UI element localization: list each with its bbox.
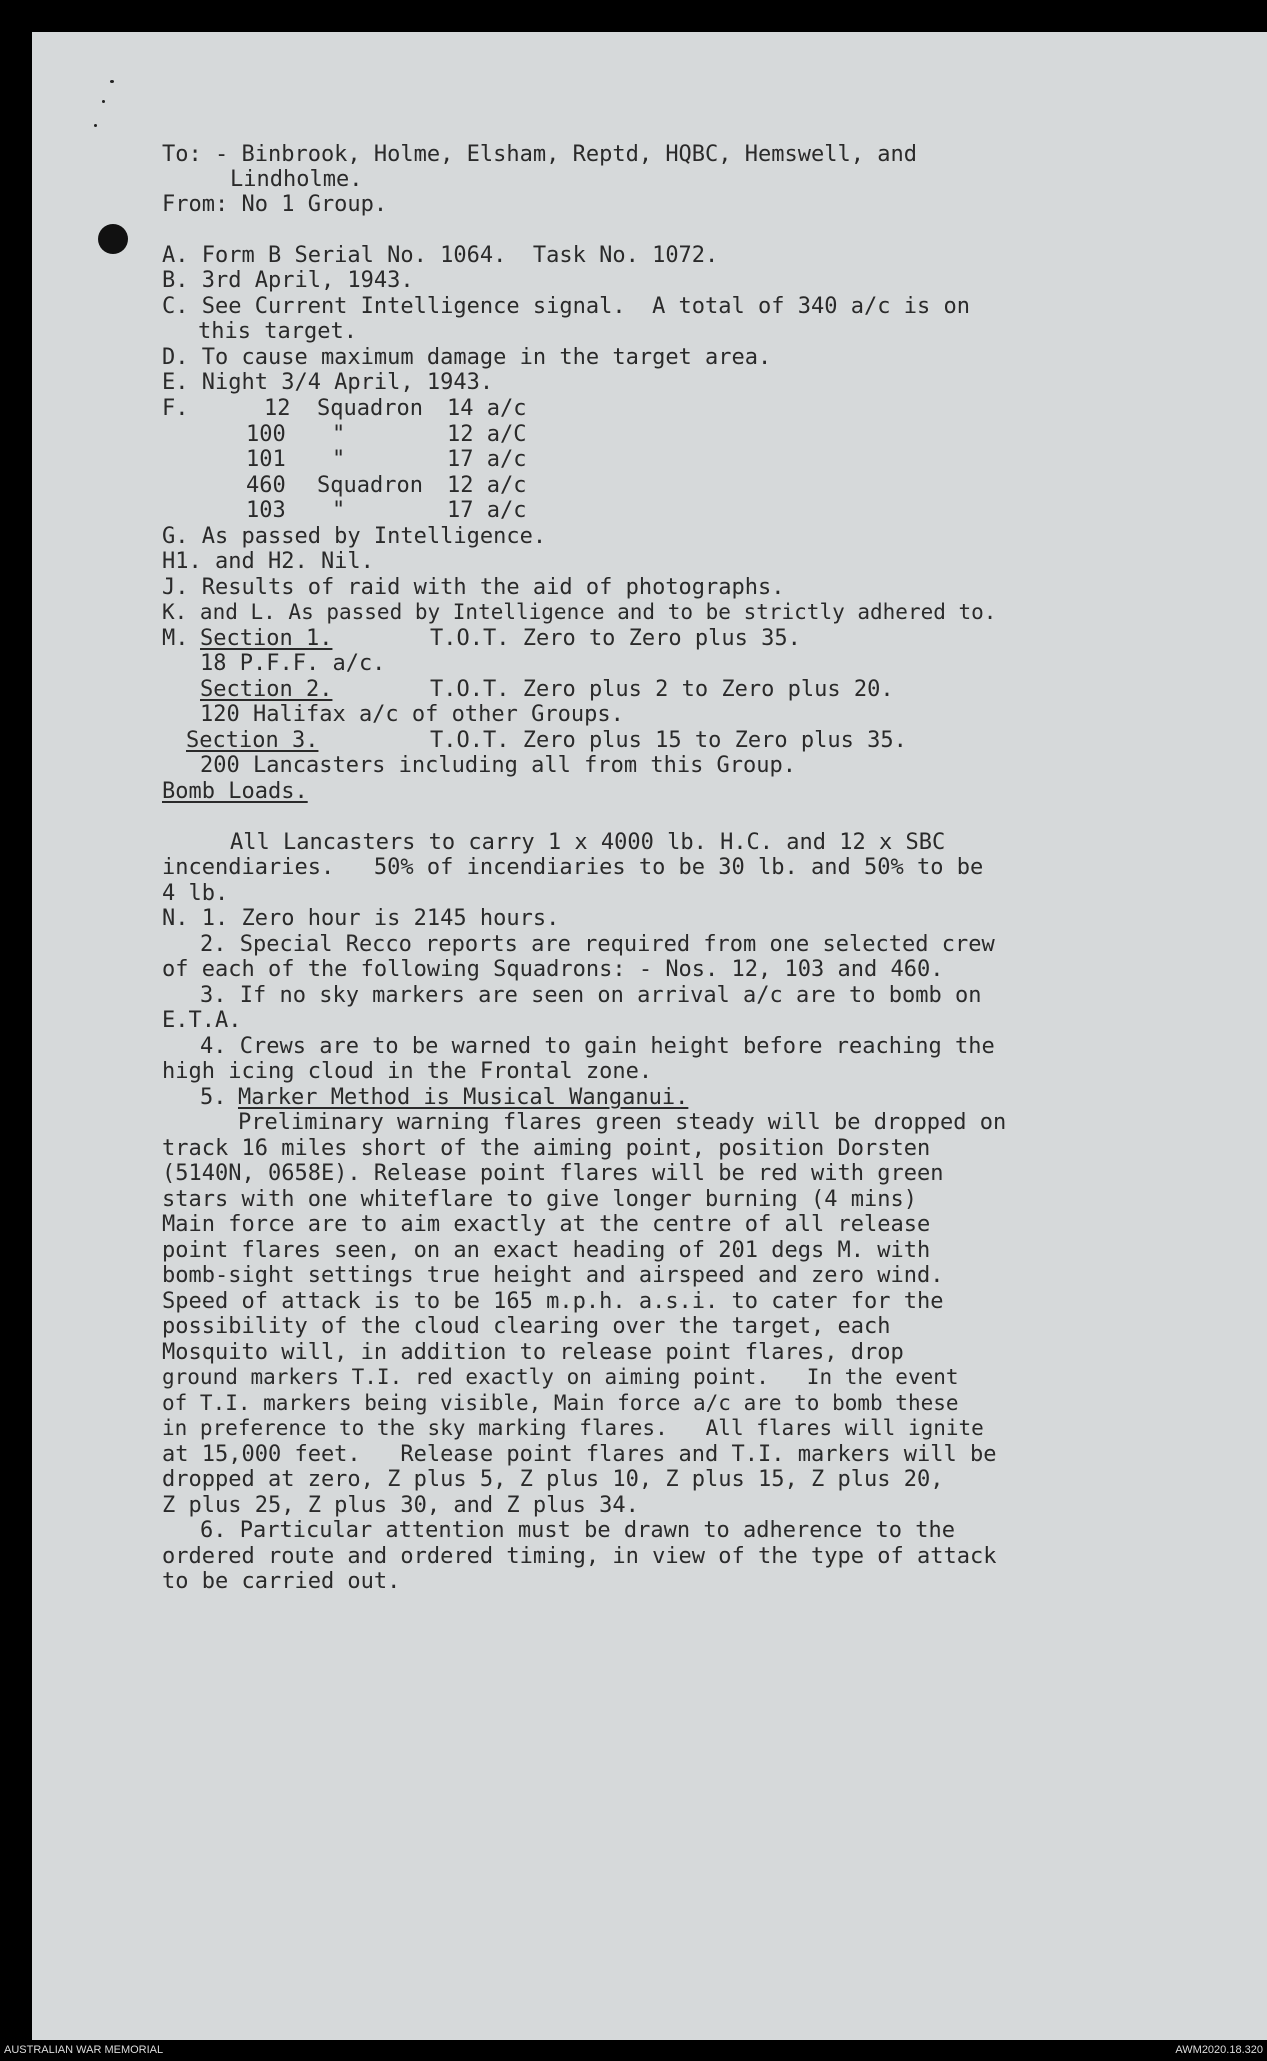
item-m-label: M. (162, 626, 189, 651)
paragraph-line: N. 1. Zero hour is 2145 hours. (162, 906, 560, 931)
squadron-count: 14 a/c (447, 396, 527, 421)
paragraph-line: at 15,000 feet. Release point flares and T.I. markers will be (162, 1442, 997, 1467)
squadron-unit: 100 (246, 422, 286, 447)
squadron-count: 17 a/c (447, 447, 527, 472)
paragraph-line: bomb-sight settings true height and airspeed and zero wind. (162, 1263, 944, 1288)
section-heading: Section 2. (200, 677, 333, 702)
paragraph-line: stars with one whiteflare to give longer burning (4 mins) (162, 1187, 917, 1212)
paragraph-line: Speed of attack is to be 165 m.p.h. a.s.i. to cater for the (162, 1289, 944, 1314)
to-line-cont: Lindholme. (230, 167, 363, 192)
paragraph-line: high icing cloud in the Frontal zone. (162, 1059, 653, 1084)
to-line: To: - Binbrook, Holme, Elsham, Reptd, HQBC, Hemswell, and (162, 142, 917, 167)
marker-method-heading: Marker Method is Musical Wanganui. (238, 1085, 689, 1110)
paragraph-line: to be carried out. (162, 1569, 401, 1594)
footer-source: AUSTRALIAN WAR MEMORIAL (4, 2044, 164, 2056)
section-aircraft: 18 P.F.F. a/c. (200, 651, 386, 676)
paragraph-line: 5. (200, 1085, 227, 1110)
item-g: G. As passed by Intelligence. (162, 524, 547, 549)
item-d: D. To cause maximum damage in the target area. (162, 345, 772, 370)
typed-text (32, 32, 1267, 2040)
item-f-label: F. (162, 396, 189, 421)
paragraph-line: of T.I. markers being visible, Main force a/c are to bomb these (162, 1391, 959, 1415)
item-b: B. 3rd April, 1943. (162, 268, 414, 293)
paragraph-line: E.T.A. (162, 1008, 242, 1033)
squadron-type: " (332, 422, 346, 447)
paragraph-line: Main force are to aim exactly at the centre of all release (162, 1212, 931, 1237)
paragraph-line: ground markers T.I. red exactly on aiming point. In the event (162, 1365, 959, 1389)
paragraph-line: Z plus 25, Z plus 30, and Z plus 34. (162, 1493, 639, 1518)
paragraph-line: in preference to the sky marking flares. All flares will ignite (162, 1416, 984, 1440)
section-aircraft: 120 Halifax a/c of other Groups. (200, 702, 624, 727)
section-tot: T.O.T. Zero plus 15 to Zero plus 35. (430, 728, 907, 753)
bomb-loads-heading: Bomb Loads. (162, 779, 308, 804)
squadron-count: 12 a/C (447, 422, 527, 447)
section-aircraft: 200 Lancasters including all from this Group. (200, 753, 797, 778)
section-tot: T.O.T. Zero plus 2 to Zero plus 20. (430, 677, 894, 702)
squadron-unit: 460 (246, 473, 286, 498)
paragraph-line: 3. If no sky markers are seen on arrival a/c are to bomb on (200, 983, 982, 1008)
document-page (32, 32, 1267, 2040)
squadron-type: " (332, 498, 346, 523)
paragraph-line: Preliminary warning flares green steady will be dropped on (238, 1110, 1007, 1135)
paragraph-line: possibility of the cloud clearing over the target, each (162, 1314, 891, 1339)
item-j: J. Results of raid with the aid of photographs. (162, 575, 785, 600)
from-line: From: No 1 Group. (162, 192, 388, 217)
squadron-count: 17 a/c (447, 498, 527, 523)
paragraph-line: 6. Particular attention must be drawn to adherence to the (200, 1518, 955, 1543)
squadron-unit: 103 (246, 498, 286, 523)
item-kl: K. and L. As passed by Intelligence and to be strictly adhered to. (162, 600, 997, 624)
item-h: H1. and H2. Nil. (162, 549, 374, 574)
paragraph-line: All Lancasters to carry 1 x 4000 lb. H.C. and 12 x SBC (230, 830, 946, 855)
squadron-count: 12 a/c (447, 473, 527, 498)
item-a: A. Form B Serial No. 1064. Task No. 1072. (162, 243, 719, 268)
paragraph-line: track 16 miles short of the aiming point, position Dorsten (162, 1136, 931, 1161)
section-heading: Section 1. (200, 626, 333, 651)
squadron-type: Squadron (317, 396, 423, 421)
squadron-type: " (332, 447, 346, 472)
squadron-unit: 101 (246, 447, 286, 472)
paragraph-line: point flares seen, on an exact heading of 201 degs M. with (162, 1238, 931, 1263)
paragraph-line: 4 lb. (162, 881, 229, 906)
paragraph-line: dropped at zero, Z plus 5, Z plus 10, Z plus 15, Z plus 20, (162, 1467, 944, 1492)
section-heading: Section 3. (186, 728, 319, 753)
paragraph-line: of each of the following Squadrons: - Nos. 12, 103 and 460. (162, 957, 944, 982)
squadron-type: Squadron (317, 473, 423, 498)
paragraph-line: 4. Crews are to be warned to gain height before reaching the (200, 1034, 995, 1059)
section-tot: T.O.T. Zero to Zero plus 35. (430, 626, 801, 651)
paragraph-line: Mosquito will, in addition to release point flares, drop (162, 1340, 904, 1365)
item-c: C. See Current Intelligence signal. A total of 340 a/c is on (162, 294, 970, 319)
item-e: E. Night 3/4 April, 1943. (162, 370, 494, 395)
footer-reference: AWM2020.18.320 (1175, 2044, 1263, 2056)
paragraph-line: 2. Special Recco reports are required from one selected crew (200, 932, 995, 957)
item-c-cont: this target. (198, 319, 357, 344)
paragraph-line: incendiaries. 50% of incendiaries to be 30 lb. and 50% to be (162, 855, 984, 880)
paragraph-line: ordered route and ordered timing, in view of the type of attack (162, 1544, 997, 1569)
paragraph-line: (5140N, 0658E). Release point flares will be red with green (162, 1161, 944, 1186)
squadron-unit: 12 (264, 396, 291, 421)
